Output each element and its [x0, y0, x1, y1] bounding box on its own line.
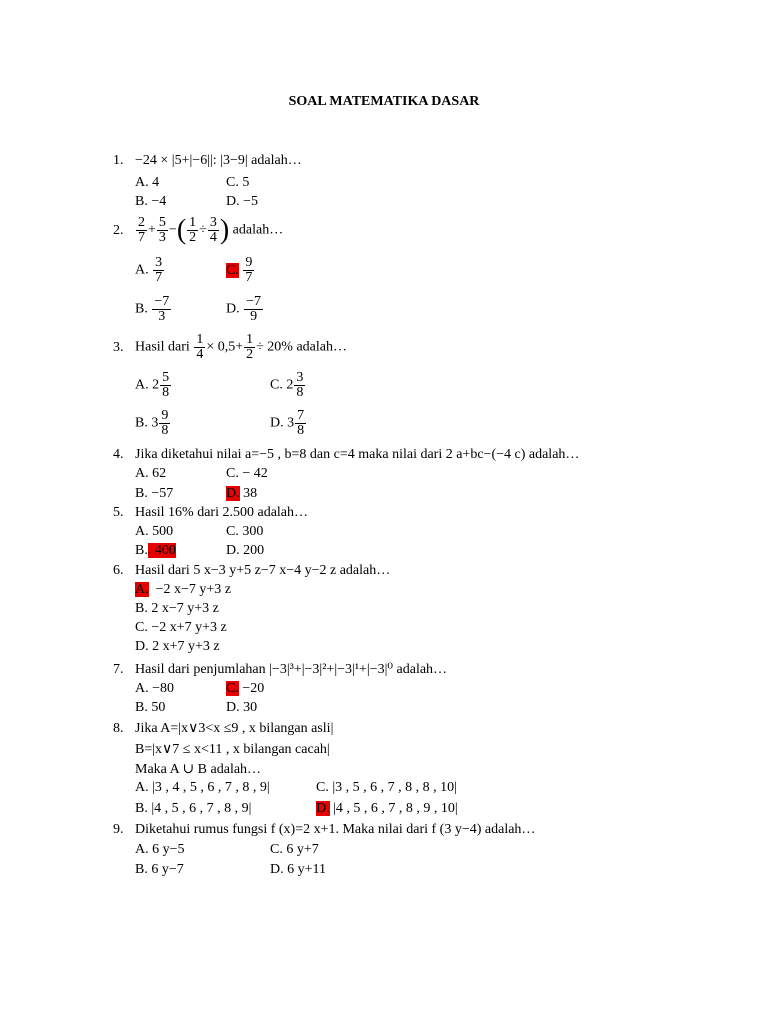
question-8-line-3: Maka A ∪ B adalah…: [135, 762, 262, 777]
question-6: 6. Hasil dari 5 x−3 y+5 z−7 x−4 y−2 z adalah…: [113, 563, 391, 578]
answer-highlight: D.: [226, 486, 240, 501]
question-8-option-b: B. |4 , 5 , 6 , 7 , 8 , 9|: [135, 801, 252, 816]
question-5-option-b: B.. 400: [135, 543, 176, 558]
question-5-option-a: A. 500: [135, 524, 174, 539]
answer-highlight: C.: [226, 681, 239, 696]
question-7-option-c: C. −20: [226, 681, 265, 696]
question-7-option-a: A. −80: [135, 681, 175, 696]
question-8-option-d: D. |4 , 5 , 6 , 7 , 8 , 9 , 10|: [316, 801, 458, 816]
question-8-line-2: B=|x∨7 ≤ x<11 , x bilangan cacah|: [135, 742, 330, 757]
question-3-option-a: A. 2 $\frac{5}{8}$: [135, 370, 170, 400]
question-7: 7. Hasil dari penjumlahan |−3|³+|−3|²+|−3|¹+|−3|⁰ adalah…: [113, 662, 448, 677]
question-3: 3. Hasil dari $\frac{1}{4}$ × 0,5+ $\frac{1}{2}$ ÷ 20% adalah…: [113, 332, 348, 362]
question-2: 2. $\frac{2}{7}$ + $\frac{5}{3}$ −( $\frac{1}{2}$ ÷ $\frac{3}{4}$ ) adalah…: [113, 214, 284, 246]
question-8-option-a: A. |3 , 4 , 5 , 6 , 7 , 8 , 9|: [135, 780, 270, 795]
question-5-option-d: D. 200: [226, 543, 265, 558]
question-5-option-c: C. 300: [226, 524, 264, 539]
question-7-option-b: B. 50: [135, 700, 166, 715]
question-1-option-a: A. 4: [135, 175, 160, 190]
answer-highlight: D.: [316, 801, 330, 816]
question-4-option-a: A. 62: [135, 466, 167, 481]
question-1: 1. −24 × |5+|−6||: |3−9| adalah…: [113, 153, 302, 168]
answer-highlight: C.: [226, 262, 239, 278]
question-3-option-d: D. 3 $\frac{7}{8}$: [270, 408, 305, 438]
fraction: $\frac{1}{2}$: [246, 332, 254, 362]
question-9-option-a: A. 6 y−5: [135, 842, 185, 857]
question-5: 5. Hasil 16% dari 2.500 adalah…: [113, 505, 309, 520]
fraction: $\frac{3}{4}$: [209, 215, 217, 245]
question-1-option-b: B. −4: [135, 194, 167, 209]
question-6-option-a: A. −2 x−7 y+3 z: [135, 582, 232, 597]
fraction: $\frac{5}{3}$: [158, 215, 166, 245]
answer-highlight: A.: [135, 582, 149, 597]
question-6-option-c: C. −2 x+7 y+3 z: [135, 620, 227, 635]
question-4-option-c: C. − 42: [226, 466, 268, 481]
answer-highlight: . 400: [147, 543, 176, 558]
question-2-option-b: B. $\frac{-7}{3}$: [135, 294, 170, 324]
question-1-option-d: D. −5: [226, 194, 259, 209]
question-9-option-d: D. 6 y+11: [270, 862, 326, 877]
question-1-text: −24 × |5+|−6||: |3−9| adalah…: [135, 153, 302, 168]
question-8-option-c: C. |3 , 5 , 6 , 7 , 8 , 8 , 10|: [316, 780, 457, 795]
question-6-option-b: B. 2 x−7 y+3 z: [135, 601, 219, 616]
fraction: $\frac{1}{4}$: [196, 332, 204, 362]
question-4-option-d: D. 38: [226, 486, 258, 501]
question-7-option-d: D. 30: [226, 700, 258, 715]
question-9: 9. Diketahui rumus fungsi f (x)=2 x+1. Maka nilai dari f (3 y−4) adalah…: [113, 822, 536, 837]
document-title: SOAL MATEMATIKA DASAR: [288, 94, 480, 109]
question-6-option-d: D. 2 x+7 y+3 z: [135, 639, 220, 654]
fraction: $\frac{1}{2}$: [189, 215, 197, 245]
question-8: 8. Jika A=|x∨3<x ≤9 , x bilangan asli|: [113, 721, 334, 736]
fraction: $\frac{2}{7}$: [138, 215, 145, 245]
question-2-option-a: A. $\frac{3}{7}$: [135, 255, 163, 285]
question-3-option-c: C. 2 $\frac{3}{8}$: [270, 370, 304, 400]
question-1-option-c: C. 5: [226, 175, 250, 190]
question-4: 4. Jika diketahui nilai a=−5 , b=8 dan c=4 maka nilai dari 2 a+bc−(−4 c) adalah…: [113, 447, 580, 462]
question-4-option-b: B. −57: [135, 486, 174, 501]
question-3-option-b: B. 3 $\frac{9}{8}$: [135, 408, 169, 438]
question-9-option-c: C. 6 y+7: [270, 842, 319, 857]
question-9-option-b: B. 6 y−7: [135, 862, 184, 877]
question-2-option-c: C. $\frac{9}{7}$: [226, 255, 253, 285]
question-2-option-d: D. $\frac{-7}{9}$: [226, 294, 262, 324]
